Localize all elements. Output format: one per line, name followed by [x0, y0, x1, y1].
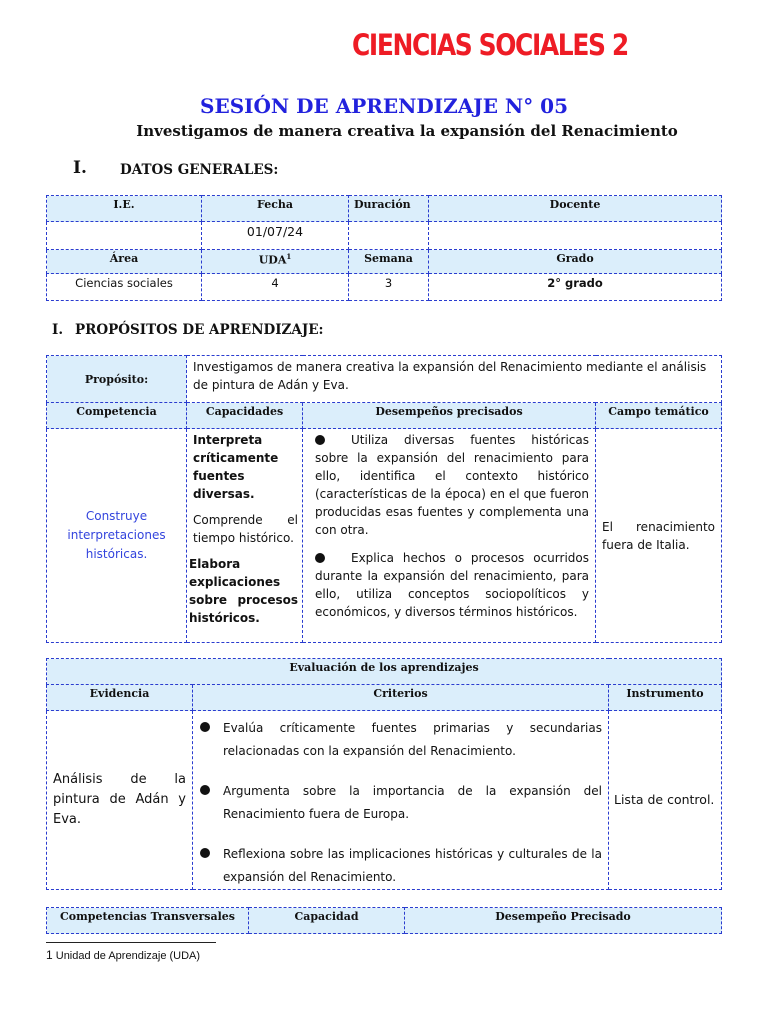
- header-semana: Semana: [349, 250, 429, 274]
- campo-tematico: El renacimiento fuera de Italia.: [596, 429, 722, 643]
- header-criterios: Criterios: [193, 685, 609, 711]
- criterio-text: Reflexiona sobre las implicaciones históricas y culturales de la expansión del Renacimiento.: [223, 847, 602, 884]
- header-capacidad: Capacidad: [249, 908, 405, 934]
- header-capacidades: Capacidades: [187, 403, 303, 429]
- footnote: [46, 948, 200, 962]
- evidencia-text: Análisis de la pintura de Adán y Eva.: [53, 772, 186, 827]
- value-grado: 2° grado: [429, 274, 722, 301]
- evidencia-cell: [47, 711, 193, 890]
- criterio-text: Evalúa críticamente fuentes primarias y secundarias relacionadas con la expansión del Renacimiento.: [223, 721, 602, 758]
- header-duracion: Duración: [349, 196, 429, 222]
- header-competencias-transversales: Competencias Transversales: [47, 908, 249, 934]
- criterio-item: [200, 843, 602, 889]
- bullet-icon: [315, 553, 325, 563]
- desempeno-1-text: Utiliza diversas fuentes históricas sobre la expansión del renacimiento para ello, identifica el contexto histórico (características de la época) en el que fueron producidas esas fuentes y complementa una con otra.: [315, 433, 589, 537]
- section-number: I.: [52, 322, 64, 338]
- header-uda-footnote-ref: 1: [286, 252, 292, 261]
- brand-title: CIENCIAS SOCIALES 2: [352, 28, 628, 62]
- desempeno-item: [315, 549, 589, 621]
- header-competencia: Competencia: [47, 403, 187, 429]
- section-title: PROPÓSITOS DE APRENDIZAJE:: [75, 322, 324, 338]
- header-ie: I.E.: [47, 196, 202, 222]
- bullet-icon: [200, 785, 210, 795]
- header-desempenos: Desempeños precisados: [303, 403, 596, 429]
- general-data-table: [46, 195, 722, 301]
- value-area: Ciencias sociales: [47, 274, 202, 301]
- bullet-icon: [200, 848, 210, 858]
- value-ie: [47, 222, 202, 250]
- header-campo: Campo temático: [596, 403, 722, 429]
- section-title: DATOS GENERALES:: [120, 162, 279, 178]
- criterio-item: [200, 780, 602, 826]
- header-docente: Docente: [429, 196, 722, 222]
- criterio-text: Argumenta sobre la importancia de la expansión del Renacimiento fuera de Europa.: [223, 784, 602, 821]
- desempeno-text: [315, 431, 589, 539]
- bullet-icon: [315, 435, 325, 445]
- criterio-item: [200, 717, 602, 763]
- footnote-separator: [46, 942, 216, 943]
- capacidades-cell: [187, 429, 303, 643]
- header-fecha: Fecha: [202, 196, 349, 222]
- section-number: I.: [73, 158, 87, 178]
- competencia-cell: [47, 429, 187, 643]
- value-docente: [429, 222, 722, 250]
- header-grado: Grado: [429, 250, 722, 274]
- value-uda: 4: [202, 274, 349, 301]
- footnote-text: Unidad de Aprendizaje (UDA): [52, 950, 201, 962]
- criterios-cell: [193, 711, 609, 890]
- bullet-icon: [200, 722, 210, 732]
- desempeno-text: [315, 549, 589, 621]
- header-instrumento: Instrumento: [609, 685, 722, 711]
- purpose-text: Investigamos de manera creativa la expansión del Renacimiento mediante el análisis de pintura de Adán y Eva.: [187, 356, 722, 403]
- header-desempeno-precisado: Desempeño Precisado: [405, 908, 722, 934]
- desempeno-2-text: Explica hechos o procesos ocurridos durante la expansión del renacimiento, para ello, utiliza conceptos sociopolíticos y económicos, y diversos términos históricos.: [315, 551, 589, 619]
- value-duracion: [349, 222, 429, 250]
- footnote-number: 1: [46, 948, 53, 962]
- value-fecha: 01/07/24: [202, 222, 349, 250]
- value-semana: 3: [349, 274, 429, 301]
- header-evidencia: Evidencia: [47, 685, 193, 711]
- evaluation-title: Evaluación de los aprendizajes: [47, 659, 722, 685]
- desempeno-item: [315, 431, 589, 539]
- purpose-label: Propósito:: [47, 356, 187, 403]
- evaluation-table: [46, 658, 722, 890]
- header-area: Área: [47, 250, 202, 274]
- session-title: SESIÓN DE APRENDIZAJE N° 05: [200, 94, 568, 118]
- capacidad-item: Elabora explicaciones sobre procesos históricos.: [189, 557, 298, 625]
- transversal-table: [46, 907, 722, 934]
- competencia-text: Construye interpretaciones históricas.: [67, 509, 166, 561]
- capacidad-item: Comprende el tiempo histórico.: [193, 513, 298, 545]
- capacidad-item: Interpreta críticamente fuentes diversas.: [193, 433, 279, 501]
- desempenos-cell: [303, 429, 596, 643]
- header-uda-label: UDA: [258, 253, 287, 267]
- session-subtitle: Investigamos de manera creativa la expansión del Renacimiento: [136, 122, 678, 140]
- header-uda: [202, 250, 349, 274]
- purposes-table: [46, 355, 722, 643]
- instrumento-text: Lista de control.: [609, 711, 722, 890]
